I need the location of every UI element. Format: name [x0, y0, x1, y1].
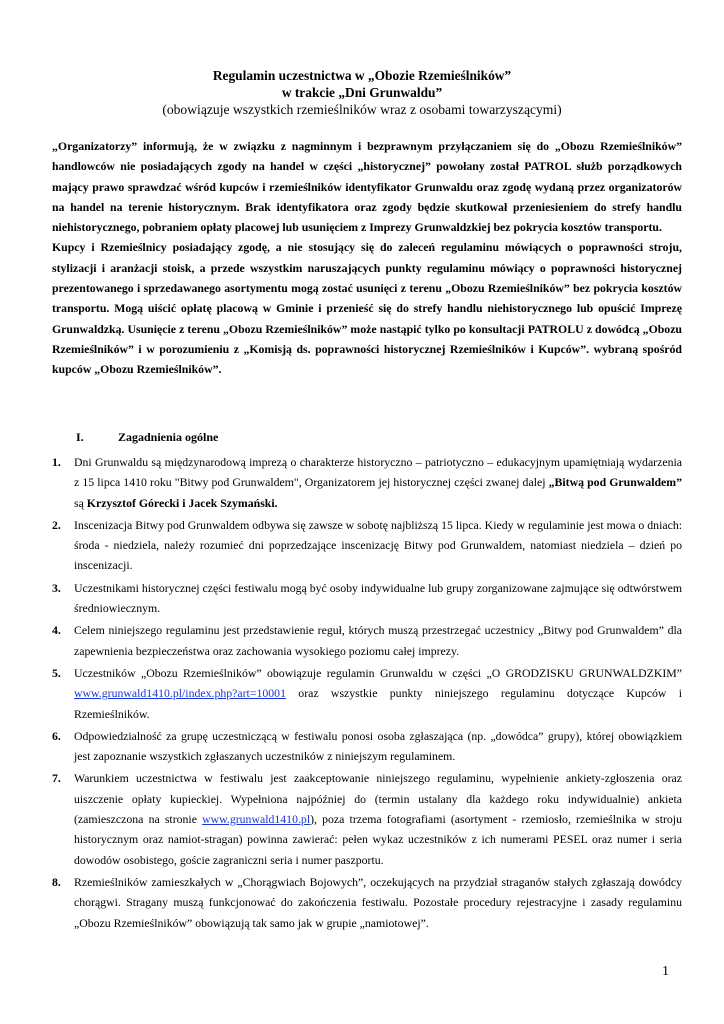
list-item: 2. Inscenizacja Bitwy pod Grunwaldem odbywa się zawsze w sobotę najbliższą 15 lipca. Kiedy w regulaminie jest mowa o dniach: środa - niedziela, należy rozumieć dni poprzedzające inscenizację Bitwy pod Grunwaldem, natomiast niedziela – dzień po inscenizacji.	[52, 517, 682, 573]
intro-paragraph-1: „Organizatorzy” informują, że w związku z nagminnym i bezprawnym przyłączaniem się do „Obozu Rzemieślników” handlowców nie posiadających zgody na handel w części „historycznej” powołany został PATROL służb porządkowych mający prawo sprawdzać wśród kupców i rzemieślników identyfikator Grunwaldu oraz zgodę wydaną przez organizatorów na handel na terenie historycznym. Brak identyfikatora oraz zgody będzie skutkował przeniesieniem do strefy handlu niehistorycznego, pobraniem opłaty placowej lub usunięciem z Imprezy Grunwaldzkiej bez pokrycia kosztów transportu.	[52, 139, 682, 235]
intro-paragraph-2: Kupcy i Rzemieślnicy posiadający zgodę, a nie stosujący się do zaleceń regulaminu mówiących o poprawności stroju, stylizacji i aranżacji stoisk, a przede wszystkim naruszających punkty regulaminu mówiący o poprawności historycznej prezentowanego i sprzedawanego asortymentu mogą zostać usunięci z terenu „Obozu Rzemieślników” bez pokrycia kosztów transportu. Mogą uiścić opłatę placową w Gminie i przenieść się do strefy handlu niehistorycznego lub opuścić Imprezę Grunwaldzką. Usunięcie z terenu „Obozu Rzemieślników” może nastąpić tylko po konsultacji PATROLU z dowódcą „Obozu Rzemieślników” i w porozumieniu z „Komisją ds. poprawności historycznej Rzemieślników i Kupców”. wybraną spośród kupców „Obozu Rzemieślników”.	[52, 240, 682, 377]
section-heading	[76, 430, 218, 445]
list-item: 4. Celem niniejszego regulaminu jest przedstawienie reguł, których muszą przestrzegać uczestnicy „Bitwy pod Grunwaldem” dla zapewnienia bezpieczeństwa oraz zachowania wysokiego poziomu całej imprezy.	[52, 623, 682, 658]
section-number: I.	[76, 430, 84, 444]
list-item: 8. Rzemieślników zamieszkałych w „Chorągwiach Bojowych”, oczekujących na przydział straganów stałych zgłaszają dowódcy chorągwi. Stragany muszą funkcjonować do zakończenia festiwalu. Pozostałe procedury rejestracyjne i zasady regulaminu „Obozu Rzemieślników” obowiązują tak samo jak w grupie „namiotowej”.	[52, 874, 682, 930]
list-item: 6. Odpowiedzialność za grupę uczestniczącą w festiwalu ponosi osoba zgłaszająca (np. „dowódca” grupy), której obowiązkiem jest zapoznanie wszystkich zgłaszanych uczestników z niniejszym regulaminem.	[52, 728, 682, 764]
section-title: Zagadnienia ogólne	[118, 430, 219, 444]
intro-section	[52, 136, 682, 380]
document-title	[120, 67, 604, 118]
list-item: 7. Warunkiem uczestnictwa w festiwalu jest zaakceptowanie niniejszego regulaminu, wypełnienie ankiety-zgłoszenia oraz uiszczenie opłaty kupieckiej. Wypełniona najpóźniej do (termin ustalany dla każdego roku indywidualnie) ankieta (zamieszczona na stronie www.grunwald1410.pl), poza trzema fotografiami (asortyment - rzemiosło, rzemieślnika w stroju historycznym oraz namiot-stragan) powinna zawierać: pełen wykaz uczestników z ich numerami PESEL oraz numer i seria dowodów osobistego, goście zagraniczni seria i numer paszportu.	[52, 771, 682, 867]
page-number: 1	[662, 964, 669, 979]
title-subtitle: (obowiązuje wszystkich rzemieślników wraz z osobami towarzyszącymi)	[162, 102, 562, 117]
grunwald-website-link[interactable]: www.grunwald1410.pl	[202, 812, 311, 827]
title-line-1: Regulamin uczestnictwa w „Obozie Rzemieślników”	[212, 68, 512, 83]
list-item: 1. Dni Grunwaldu są międzynarodową imprezą o charakterze historyczno – patriotyczno – edukacyjnym upamiętniają wydarzenia z 15 lipca 1410 roku "Bitwy pod Grunwaldem", Organizatorem jej historycznej części zwanej dalej „Bitwą pod Grunwaldem” są Krzysztof Górecki i Jacek Szymański.	[52, 455, 682, 510]
list-item: 5. Uczestników „Obozu Rzemieślników” obowiązuje regulamin Grunwaldu w części „O GRODZISKU GRUNWALDZKIM” www.grunwald1410.pl/index.php?art=10001 oraz wszystkie punkty niniejszego regulaminu dotyczące Kupców i Rzemieślników.	[52, 665, 682, 721]
rules-list	[52, 452, 682, 935]
title-line-2: w trakcie „Dni Grunwaldu”	[281, 85, 443, 100]
grunwald-regulations-link[interactable]: www.grunwald1410.pl/index.php?art=10001	[74, 686, 286, 701]
list-item: 3. Uczestnikami historycznej części festiwalu mogą być osoby indywidualne lub grupy zorganizowane zajmujące się odtwórstwem średniowiecznym.	[52, 580, 682, 616]
